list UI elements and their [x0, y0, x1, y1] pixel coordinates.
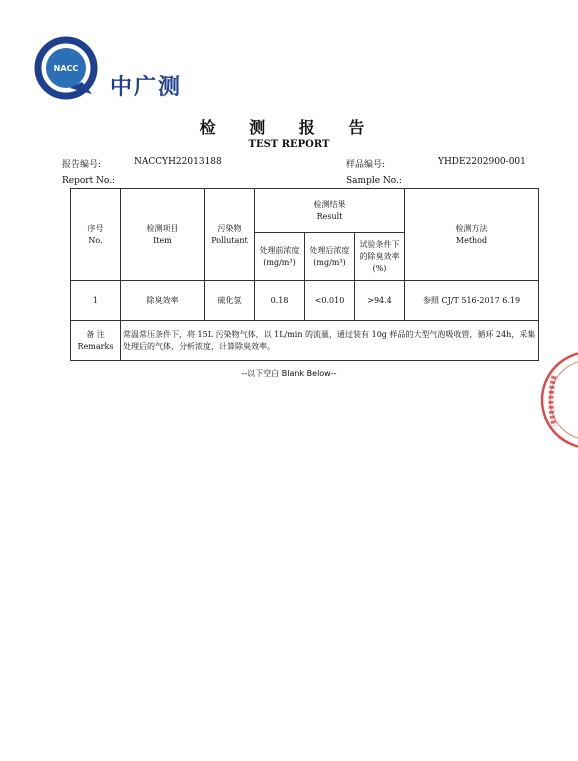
sample-no-label-cn: 样品编号: — [346, 160, 386, 170]
cell-no: 1 — [71, 281, 121, 321]
header-seq: 序号 No. — [71, 189, 121, 281]
cell-before: 0.18 — [255, 281, 305, 321]
report-no-value: NACCYH22013188 — [134, 157, 222, 167]
blank-below: --以下空白 Blank Below-- — [241, 369, 337, 378]
cell-item: 除臭效率 — [121, 281, 205, 321]
remarks-text: 常温常压条件下，将 15L 污染物气体，以 1L/min 的流量，通过装有 10g 样品的大型气泡吸收管，循环 24h，采集处理后的气体，分析浓度，计算除臭效率。 — [121, 321, 539, 361]
report-title-en: TEST REPORT — [248, 139, 330, 150]
header-removal: 试验条件下 的除臭效率 (%) — [355, 233, 405, 281]
header-after: 处理后浓度 (mg/m³) — [305, 233, 355, 281]
cell-pollutant: 硫化氢 — [205, 281, 255, 321]
sample-no-value: YHDE2202900-001 — [438, 157, 526, 167]
results-table — [70, 188, 539, 361]
cell-method: 参照 CJ/T 516-2017 6.19 — [405, 281, 539, 321]
report-no-label-en: Report No.: — [62, 176, 116, 186]
remarks-row — [71, 321, 539, 361]
logo-text: 中广测 — [110, 75, 183, 100]
remarks-label: 备 注 Remarks — [71, 321, 121, 361]
header-before: 处理前浓度 (mg/m³) — [255, 233, 305, 281]
report-no-label-cn: 报告编号: — [62, 160, 102, 170]
report-title-cn: 检 测 报 告 — [199, 118, 379, 137]
logo-badge-text: NACC — [53, 64, 79, 73]
sample-no-label-en: Sample No.: — [346, 176, 402, 186]
header-method: 检测方法 Method — [405, 189, 539, 281]
header-item: 检测项目 Item — [121, 189, 205, 281]
cell-removal: >94.4 — [355, 281, 405, 321]
cell-after: <0.010 — [305, 281, 355, 321]
official-seal — [538, 348, 578, 452]
header-result: 检测结果 Result — [255, 189, 405, 233]
table-row — [71, 281, 539, 321]
header-pollutant: 污染物 Pollutant — [205, 189, 255, 281]
